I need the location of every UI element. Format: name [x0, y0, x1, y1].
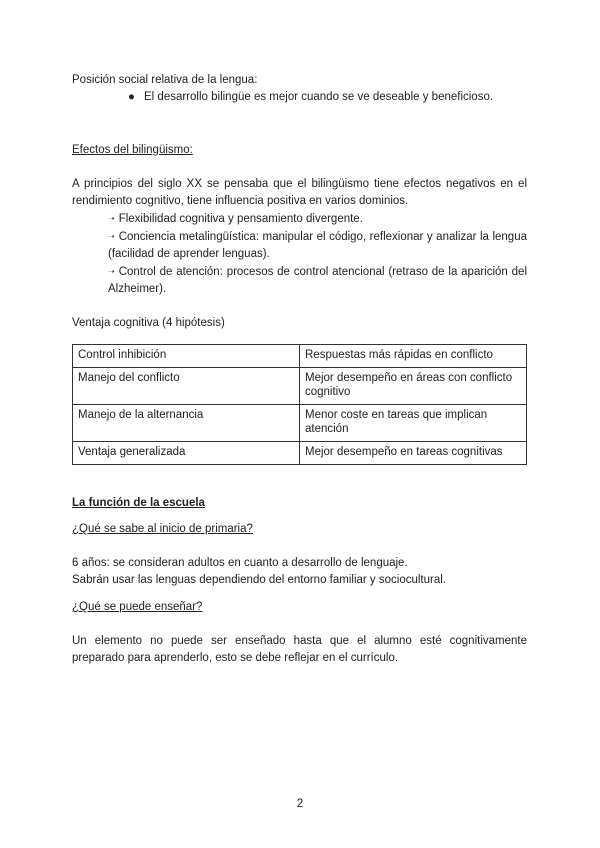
bullet-icon: ●	[128, 91, 135, 103]
table-row	[73, 442, 527, 465]
table-cell-description: Mejor desempeño en tareas cognitivas	[300, 442, 527, 465]
table-cell-description: Mejor desempeño en áreas con conflicto cognitivo	[300, 368, 527, 405]
table-cell-description: Respuestas más rápidas en conflicto	[300, 345, 527, 368]
advantage-heading: Ventaja cognitiva (4 hipótesis)	[72, 317, 225, 329]
document-page	[72, 72, 527, 667]
list-item	[72, 89, 527, 106]
effects-intro: A principios del siglo XX se pensaba que el bilingüismo tiene efectos negativos en el rendimiento cognitivo, tiene influencia positiva en varios dominios.	[72, 178, 527, 207]
table-row	[73, 405, 527, 442]
effects-item-metalinguistic: Conciencia metalingüística: manipular el código, reflexionar y analizar la lengua (facilidad de aprender lenguas).	[108, 231, 527, 260]
school-section-title: La función de la escuela	[72, 497, 205, 509]
list-item	[72, 228, 527, 263]
hypotheses-table	[72, 344, 527, 465]
arrow-right-icon: ➝	[108, 267, 115, 276]
social-position-bullet: El desarrollo bilingüe es mejor cuando se ve deseable y beneficioso.	[144, 91, 494, 103]
table-cell-hypothesis: Manejo de la alternancia	[73, 405, 300, 442]
social-position-heading: Posición social relativa de la lengua:	[72, 74, 258, 86]
school-question-2-heading: ¿Qué se puede enseñar?	[72, 601, 203, 613]
table-row	[73, 345, 527, 368]
list-item	[72, 210, 527, 228]
page-number: 2	[296, 798, 304, 810]
table-cell-hypothesis: Ventaja generalizada	[73, 442, 300, 465]
table-row	[73, 368, 527, 405]
social-position-list	[72, 89, 527, 106]
arrow-right-icon: ➝	[108, 214, 115, 223]
table-cell-hypothesis: Control inhibición	[73, 345, 300, 368]
table-cell-description: Menor coste en tareas que implican atención	[300, 405, 527, 442]
school-question-2-text: Un elemento no puede ser enseñado hasta que el alumno esté cognitivamente preparado para aprenderlo, esto se debe reflejar en el currículo.	[72, 635, 527, 664]
effects-heading: Efectos del bilingüismo:	[72, 144, 193, 156]
school-question-1-heading: ¿Qué se sabe al inicio de primaria?	[72, 523, 253, 535]
school-question-1-line-2: Sabrán usar las lenguas dependiendo del entorno familiar y sociocultural.	[72, 574, 446, 586]
effects-item-attention: Control de atención: procesos de control atencional (retraso de la aparición del Alzheimer).	[108, 266, 527, 295]
table-cell-hypothesis: Manejo del conflicto	[73, 368, 300, 405]
effects-list	[72, 210, 527, 298]
effects-item-flexibility: Flexibilidad cognitiva y pensamiento divergente.	[118, 213, 363, 225]
list-item	[72, 263, 527, 298]
school-question-1-line-1: 6 años: se consideran adultos en cuanto a desarrollo de lenguaje.	[72, 557, 408, 569]
arrow-right-icon: ➝	[108, 232, 115, 241]
